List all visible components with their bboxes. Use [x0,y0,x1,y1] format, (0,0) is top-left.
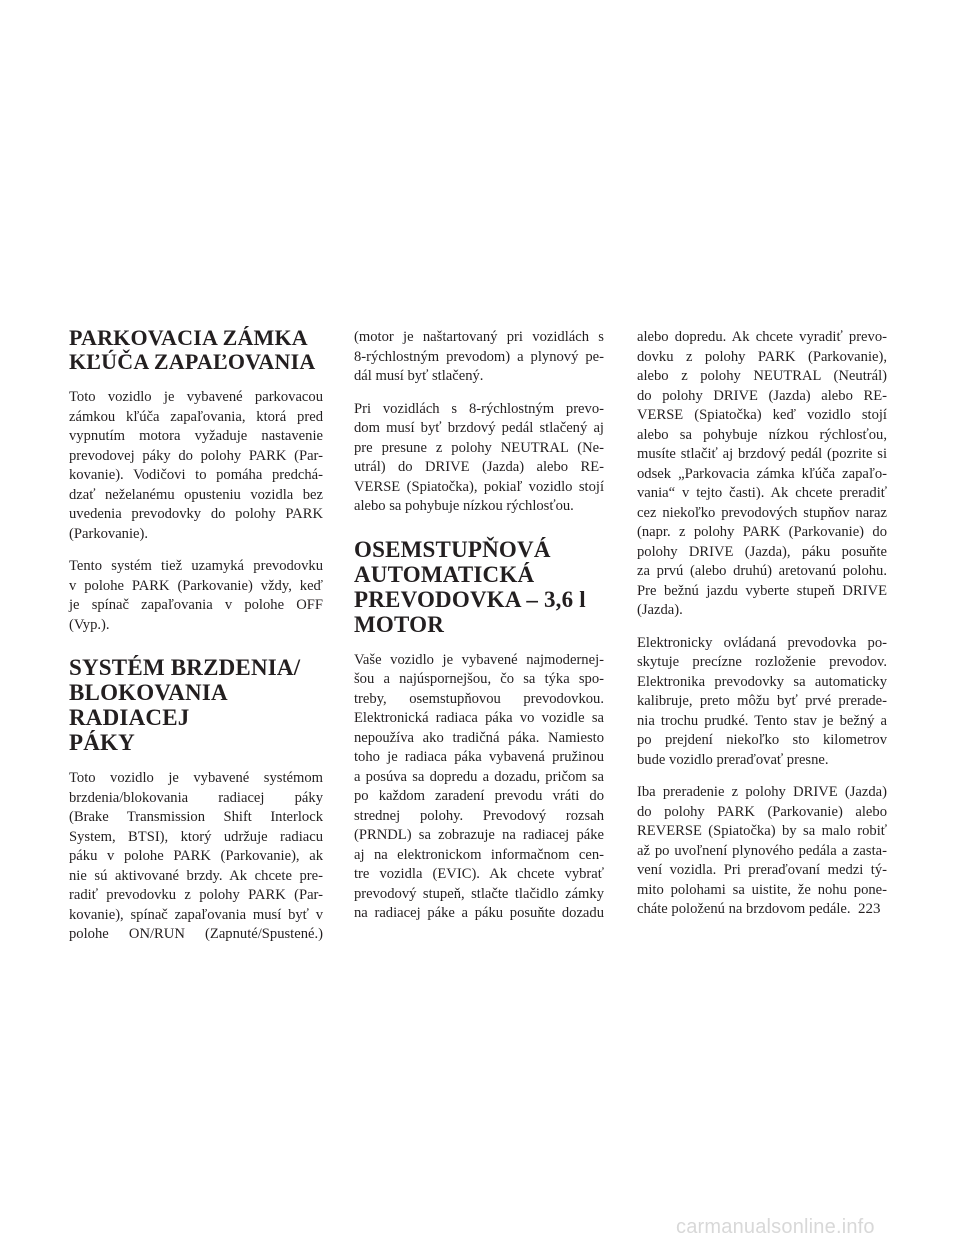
text-line: dál musí byť stlačený. [354,368,484,384]
text-line: kalibruje, preto môžu byť prvé prerade- [637,693,887,709]
text-line: v polohe PARK (Parkovanie) vždy, keď [69,577,323,594]
text-line: dom musí byť brzdový pedál stlačený aj [354,420,604,436]
text-line: nie sú aktivované brzdy. Ak chcete pre- [69,867,323,884]
text-line: prevodový stupeň, stlačte tlačidlo zámky [354,885,604,902]
section-heading-8-speed-transmission [354,537,604,637]
paragraph [69,557,323,635]
text-line: brzdenia/blokovania radiacej páky [69,789,323,806]
watermark: carmanualsonline.info [676,1216,875,1238]
text-line: polohy DRIVE (Jazda), páku posuňte [637,543,887,560]
text-line: až po uvoľnení plynového pedála a zasta- [637,842,887,859]
text-line: strednej polohy. Prevodový rozsah [354,807,604,824]
page-number: 223 [858,901,881,917]
text-line: polohe ON/RUN (Zapnuté/Spustené.) [69,926,323,942]
heading-line: SYSTÉM BRZDENIA/ [69,655,301,680]
text-line: VERSE (Spiatočka), pokiaľ vozidlo stojí [354,478,604,495]
heading-line: KĽÚČA ZAPAĽOVANIA [69,349,316,374]
text-line: Elektronika prevodovky sa automaticky [637,673,887,690]
text-line: dzať neželanému opusteniu vozidla bez [69,486,323,503]
text-line: zámkou kľúča zapaľovania, ktorá pred [69,408,323,425]
text-line: (PRNDL) sa zobrazuje na radiacej páke [354,827,604,843]
text-line: do polohy DRIVE (Jazda) alebo RE- [637,387,887,404]
text-line: na radiacej páke a páku posuňte dozadu [354,905,604,921]
text-line: do polohy PARK (Parkovanie) alebo [637,803,887,820]
text-line: tre vozidla (EVIC). Ak chcete vybrať [354,866,604,882]
section-heading-btsi [69,655,323,755]
text-line: kovanie), spínač zapaľovania musí byť v [69,906,323,923]
paragraph [69,769,323,945]
text-line: treby, osemstupňovou prevodovkou. [354,690,604,707]
text-line: Toto vozidlo je vybavené systémom [69,770,323,786]
text-line: VERSE (Spiatočka) keď vozidlo stojí [637,407,887,423]
text-line: Pre bežnú jazdu vyberte stupeň DRIVE [637,582,887,599]
text-line: Vaše vozidlo je vybavené najmodernej- [354,651,604,668]
text-line: Tento systém tiež uzamyká prevodovku [69,558,323,574]
column-2 [354,328,604,937]
text-line: utrál) do DRIVE (Jazda) alebo RE- [354,459,604,475]
text-line: bude vozidlo preraďovať presne. [637,751,829,768]
heading-line: PÁKY [69,730,135,755]
text-line: (Parkovanie). [69,525,149,542]
text-line: Iba preradenie z polohy DRIVE (Jazda) [637,784,887,800]
heading-line: AUTOMATICKÁ [354,561,535,587]
heading-line: BLOKOVANIA RADIACEJ [69,680,227,730]
text-line: Toto vozidlo je vybavené parkovacou [69,389,323,405]
text-line: alebo sa pohybuje nízkou rýchlosťou, [637,426,887,443]
section-heading-parking-lock [69,326,323,374]
paragraph [354,651,604,924]
text-line: toho je radiaca páka vybavená pružinou [354,749,604,765]
text-line: radiť prevodovku z polohy PARK (Par- [69,887,323,903]
paragraph [354,400,604,517]
text-line: REVERSE (Spiatočka) by sa malo robiť [637,823,887,839]
text-line: nia trochu prudké. Tento stav je bežný a [637,712,887,729]
text-line: skytuje precízne rozloženie prevodov. [637,654,887,670]
text-line: Elektronicky ovládaná prevodovka po- [637,634,887,651]
text-line: a posúva sa dopredu a dozadu, pričom sa [354,768,604,785]
text-line: je spínač zapaľovania v polohe OFF [69,597,323,613]
text-line: kovanie). Vodičovi to pomáha predchá- [69,467,323,483]
text-line: šou a najúspornejšou, čo sa týka spo- [354,671,604,687]
text-line: pre presune z polohy NEUTRAL (Ne- [354,439,604,456]
column-1 [69,326,323,958]
text-line: po prejdení niekoľko sto kilometrov [637,732,887,748]
text-line: alebo z polohy NEUTRAL (Neutrál) [637,368,887,384]
text-line: alebo sa pohybuje nízkou rýchlosťou. [354,498,574,514]
heading-line: OSEMSTUPŇOVÁ [354,536,551,562]
paragraph [637,328,887,621]
paragraph [637,783,887,920]
text-line: dovku z polohy PARK (Parkovanie), [637,348,887,365]
text-line: System, BTSI), ktorý udržuje radiacu [69,828,323,845]
text-line: (Jazda). [637,602,683,618]
text-line: (motor je naštartovaný pri vozidlách s [354,329,604,345]
heading-line: PARKOVACIA ZÁMKA [69,325,308,350]
text-line: Elektronická radiaca páka vo vozidle sa [354,710,604,726]
text-line: (napr. z polohy PARK (Parkovanie) do [637,524,887,540]
text-line: vania“ v tejto časti). Ak chcete preradiť [637,485,887,501]
text-line: Pri vozidlách s 8-rýchlostným prevo- [354,400,604,417]
text-line: po každom zaradení prevodu vráti do [354,788,604,804]
text-line: uvedenia prevodovky do polohy PARK [69,506,323,522]
text-line: aj na elektronickom informačnom cen- [354,846,604,863]
column-3 [637,328,887,933]
text-line: musíte stlačiť aj brzdový pedál (pozrite si [637,446,887,462]
text-line: vypnutím motora vyžaduje nastavenie [69,428,323,444]
text-line: vení vozidla. Pri preraďovaní medzi tý- [637,862,887,878]
text-line: mito polohami sa uistite, že nohu pone- [637,881,887,898]
paragraph [69,388,323,544]
text-line: 8-rýchlostným prevodom) a plynový pe- [354,348,604,365]
text-line: za prvú (alebo druhú) aretovanú polohu. [637,563,887,579]
text-line: odsek „Parkovacia zámka kľúča zapaľo- [637,465,887,482]
paragraph [637,634,887,771]
text-line: cez niekoľko prevodových stupňov naraz [637,504,887,521]
heading-line: PREVODOVKA – 3,6 l [354,586,586,612]
text-line: páku v polohe PARK (Parkovanie), ak [69,848,323,864]
heading-line: MOTOR [354,611,445,637]
text-line: prevodovej páky do polohy PARK (Par- [69,447,323,464]
text-line: alebo dopredu. Ak chcete vyradiť prevo- [637,329,887,345]
text-line: nepoužíva ako tradičná páka. Namiesto [354,729,604,746]
text-line: (Brake Transmission Shift Interlock [69,809,323,825]
text-line: cháte položenú na brzdovom pedále. [637,901,851,917]
text-line: (Vyp.). [69,616,110,633]
paragraph [354,328,604,387]
